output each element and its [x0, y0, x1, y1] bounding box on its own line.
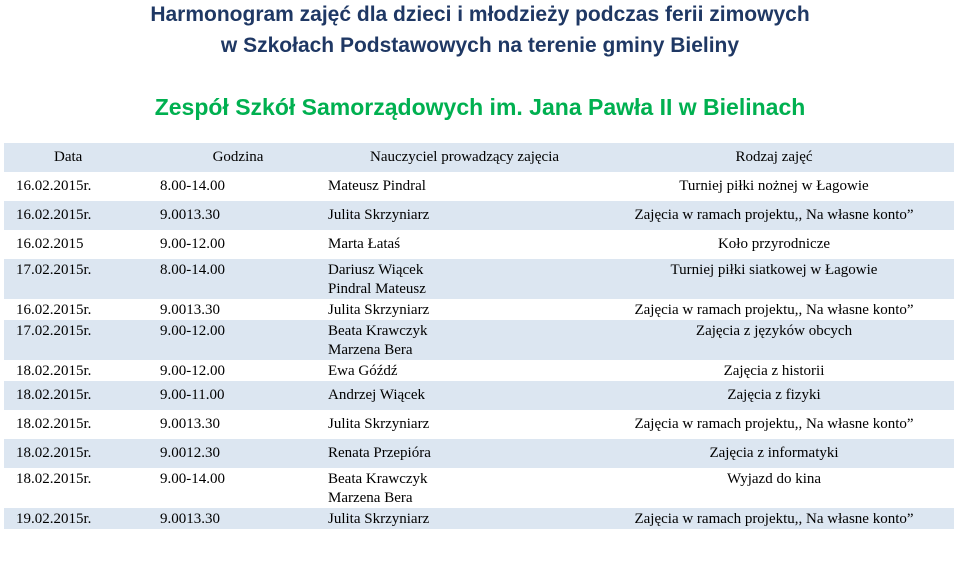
teacher-name: Marzena Bera	[328, 342, 413, 358]
cell-time: 9.00-12.00	[160, 236, 225, 252]
cell-date: 17.02.2015r.	[16, 262, 92, 278]
column-header-date: Data	[54, 149, 83, 165]
teacher-name: Marta Łataś	[328, 236, 401, 252]
cell-activity: Zajęcia z historii	[723, 363, 825, 379]
cell-time: 9.0013.30	[160, 511, 220, 527]
cell-teacher	[320, 259, 594, 299]
teacher-name: Beata Krawczyk	[328, 471, 428, 487]
cell-date: 16.02.2015r.	[16, 302, 92, 318]
cell-time: 9.00-14.00	[160, 471, 225, 487]
table-row	[4, 172, 954, 201]
cell-teacher	[320, 360, 594, 381]
schedule-table	[4, 143, 954, 529]
column-header-teacher: Nauczyciel prowadzący zajęcia	[370, 149, 560, 165]
cell-activity: Turniej piłki nożnej w Łagowie	[679, 178, 869, 194]
cell-activity: Wyjazd do kina	[726, 471, 822, 487]
cell-date: 18.02.2015r.	[16, 445, 92, 461]
table-row	[4, 360, 954, 381]
cell-teacher	[320, 201, 594, 230]
cell-date: 16.02.2015r.	[16, 207, 92, 223]
schedule-table-header	[4, 143, 954, 172]
header-row	[4, 143, 954, 172]
teacher-name: Julita Skrzyniarz	[328, 207, 430, 223]
cell-time: 8.00-14.00	[160, 262, 225, 278]
cell-date: 16.02.2015r.	[16, 178, 92, 194]
cell-time: 9.0012.30	[160, 445, 220, 461]
cell-teacher	[320, 381, 594, 410]
cell-activity: Zajęcia z języków obcych	[695, 323, 853, 339]
cell-time: 9.0013.30	[160, 416, 220, 432]
page-title-line-2: w Szkołach Podstawowych na terenie gminy Bieliny	[220, 34, 740, 57]
cell-date: 17.02.2015r.	[16, 323, 92, 339]
table-row	[4, 299, 954, 320]
teacher-name: Julita Skrzyniarz	[328, 302, 430, 318]
teacher-name: Beata Krawczyk	[328, 323, 428, 339]
table-row	[4, 320, 954, 360]
teacher-name: Mateusz Pindral	[328, 178, 426, 194]
schedule-table-body	[4, 172, 954, 529]
cell-activity: Zajęcia z informatyki	[709, 445, 839, 461]
column-header-time: Godzina	[212, 149, 264, 165]
table-row	[4, 230, 954, 259]
cell-date: 18.02.2015r.	[16, 363, 92, 379]
cell-teacher	[320, 172, 594, 201]
cell-activity: Zajęcia w ramach projektu,, Na własne konto”	[634, 416, 914, 432]
cell-teacher	[320, 439, 594, 468]
cell-teacher	[320, 299, 594, 320]
table-row	[4, 439, 954, 468]
cell-date: 19.02.2015r.	[16, 511, 92, 527]
cell-date: 16.02.2015	[16, 236, 84, 252]
teacher-name: Ewa Góźdź	[328, 363, 398, 379]
cell-date: 18.02.2015r.	[16, 387, 92, 403]
cell-activity: Zajęcia w ramach projektu,, Na własne konto”	[634, 207, 914, 223]
cell-activity: Zajęcia w ramach projektu,, Na własne konto”	[634, 302, 914, 318]
table-row	[4, 508, 954, 529]
cell-time: 9.00-11.00	[160, 387, 225, 403]
teacher-name: Julita Skrzyniarz	[328, 416, 430, 432]
cell-time: 8.00-14.00	[160, 178, 225, 194]
column-header-activity: Rodzaj zajęć	[735, 149, 813, 165]
teacher-name: Pindral Mateusz	[328, 281, 426, 297]
page-title-line-1: Harmonogram zajęć dla dzieci i młodzieży podczas ferii zimowych	[150, 3, 810, 26]
cell-date: 18.02.2015r.	[16, 471, 92, 487]
cell-activity: Turniej piłki siatkowej w Łagowie	[670, 262, 878, 278]
cell-time: 9.00-12.00	[160, 323, 225, 339]
teacher-name: Andrzej Wiącek	[328, 387, 425, 403]
cell-teacher	[320, 410, 594, 439]
cell-date: 18.02.2015r.	[16, 416, 92, 432]
teacher-name: Renata Przepióra	[328, 445, 431, 461]
cell-activity: Zajęcia w ramach projektu,, Na własne konto”	[634, 511, 914, 527]
cell-activity: Koło przyrodnicze	[717, 236, 831, 252]
teacher-name: Dariusz Wiącek	[328, 262, 424, 278]
table-row	[4, 201, 954, 230]
school-name: Zespół Szkół Samorządowych im. Jana Pawła II w Bielinach	[154, 94, 806, 120]
teacher-name: Julita Skrzyniarz	[328, 511, 430, 527]
cell-activity: Zajęcia z fizyki	[727, 387, 821, 403]
cell-teacher	[320, 320, 594, 360]
cell-teacher	[320, 508, 594, 529]
cell-time: 9.00-12.00	[160, 363, 225, 379]
cell-time: 9.0013.30	[160, 302, 220, 318]
cell-time: 9.0013.30	[160, 207, 220, 223]
table-row	[4, 410, 954, 439]
cell-teacher	[320, 468, 594, 508]
teacher-name: Marzena Bera	[328, 490, 413, 506]
cell-teacher	[320, 230, 594, 259]
table-row	[4, 259, 954, 299]
table-row	[4, 381, 954, 410]
table-row	[4, 468, 954, 508]
